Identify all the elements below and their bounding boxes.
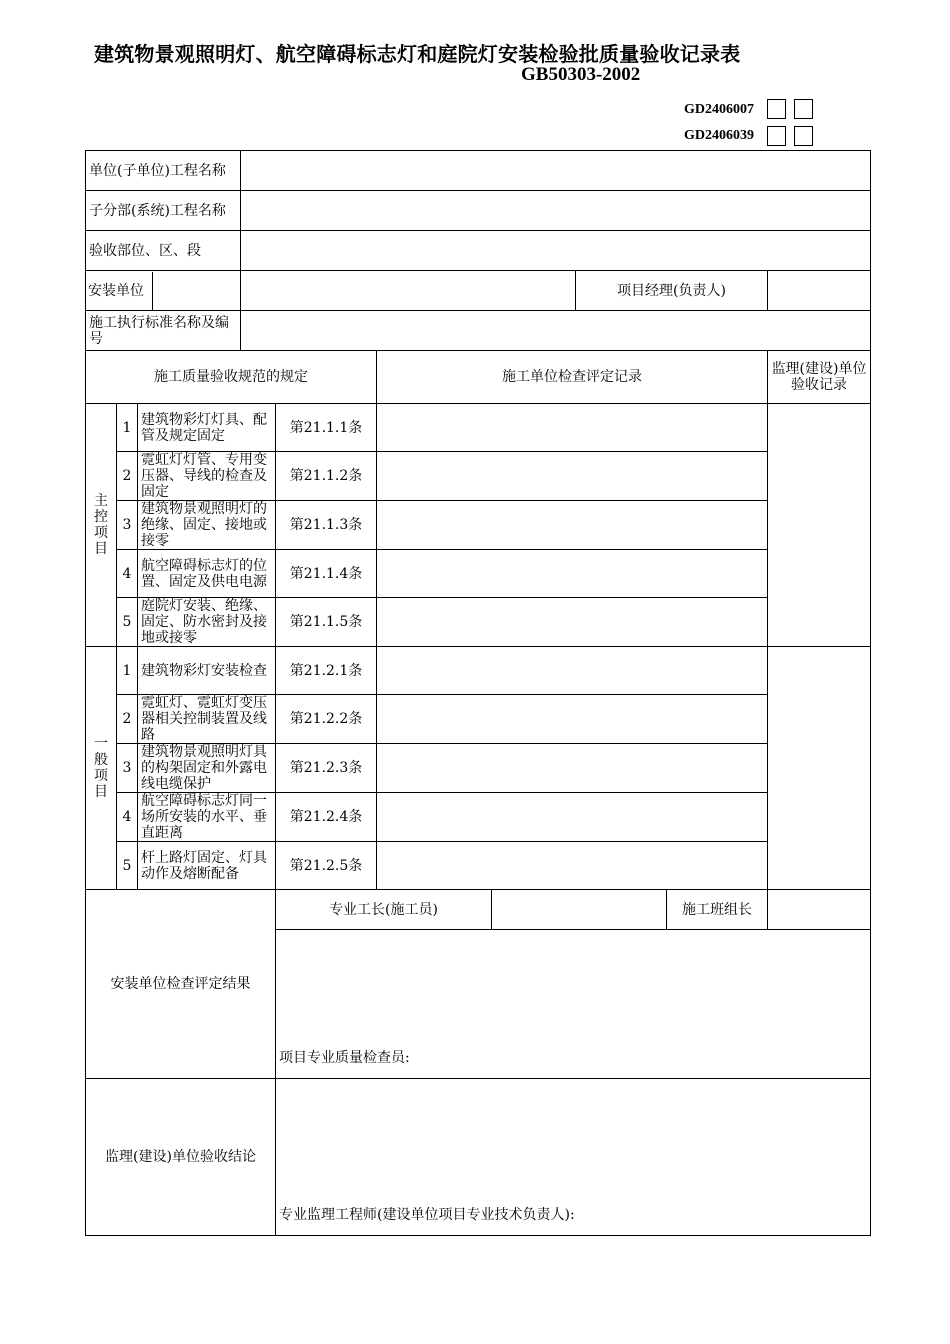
- general-item-record[interactable]: [377, 842, 768, 890]
- project-manager-field[interactable]: [768, 271, 871, 311]
- team-leader-field[interactable]: [768, 890, 871, 930]
- main-item-record[interactable]: [377, 598, 768, 647]
- construction-standard-label: 施工执行标准名称及编号: [86, 311, 241, 351]
- main-item-no: 5: [117, 598, 138, 647]
- general-item-clause: 第21.2.4条: [276, 793, 377, 842]
- form-title: 建筑物景观照明灯、航空障碍标志灯和庭院灯安装检验批质量验收记录表: [94, 42, 741, 66]
- main-items-supervision-record[interactable]: [768, 404, 871, 647]
- project-manager-label: 项目经理(负责人): [576, 271, 768, 311]
- general-item-record[interactable]: [377, 647, 768, 695]
- unit-project-name-field[interactable]: [241, 151, 871, 191]
- general-item-record[interactable]: [377, 744, 768, 793]
- supervision-column-header: 监理(建设)单位验收记录: [768, 351, 871, 404]
- general-item-clause: 第21.2.3条: [276, 744, 377, 793]
- main-item-desc: 庭院灯安装、绝缘、固定、防水密封及接地或接零: [138, 598, 276, 647]
- general-item-no: 3: [117, 744, 138, 793]
- install-unit-label: 安装单位: [88, 272, 153, 310]
- main-item-no: 3: [117, 501, 138, 550]
- main-item-clause: 第21.1.1条: [276, 404, 377, 452]
- sub-project-name-field[interactable]: [241, 191, 871, 231]
- acceptance-record-table: [85, 150, 871, 1236]
- general-item-desc: 建筑物彩灯安装检查: [138, 647, 276, 695]
- general-item-no: 1: [117, 647, 138, 695]
- main-item-no: 2: [117, 452, 138, 501]
- general-items-label: 一 般 项 目: [86, 647, 117, 890]
- main-item-desc: 航空障碍标志灯的位置、固定及供电电源: [138, 550, 276, 598]
- install-result-label: 安装单位检查评定结果: [86, 890, 276, 1079]
- install-unit-row-cell: [86, 271, 241, 311]
- acceptance-part-label: 验收部位、区、段: [86, 231, 241, 271]
- main-item-clause: 第21.1.3条: [276, 501, 377, 550]
- spec-column-header: 施工质量验收规范的规定: [86, 351, 377, 404]
- install-unit-field-start[interactable]: [153, 272, 237, 310]
- form-code-1: GD2406007: [684, 102, 754, 117]
- code-2-checkbox-a[interactable]: [767, 126, 786, 146]
- form-code-2: GD2406039: [684, 128, 754, 143]
- main-item-clause: 第21.1.4条: [276, 550, 377, 598]
- sub-project-name-label: 子分部(系统)工程名称: [86, 191, 241, 231]
- construction-standard-field[interactable]: [241, 311, 871, 351]
- main-item-desc: 建筑物景观照明灯的绝缘、固定、接地或接零: [138, 501, 276, 550]
- foreman-field[interactable]: [492, 890, 667, 930]
- standard-code: GB50303-2002: [521, 64, 641, 85]
- main-item-no: 4: [117, 550, 138, 598]
- main-item-record[interactable]: [377, 550, 768, 598]
- general-item-clause: 第21.2.2条: [276, 695, 377, 744]
- general-item-record[interactable]: [377, 793, 768, 842]
- general-items-supervision-record[interactable]: [768, 647, 871, 890]
- main-item-no: 1: [117, 404, 138, 452]
- supervision-engineer-field[interactable]: 专业监理工程师(建设单位项目专业技术负责人):: [276, 1079, 871, 1236]
- general-item-no: 4: [117, 793, 138, 842]
- quality-inspector-field[interactable]: 项目专业质量检查员:: [276, 930, 871, 1079]
- foreman-label: 专业工长(施工员): [276, 890, 492, 930]
- general-item-clause: 第21.2.1条: [276, 647, 377, 695]
- general-item-no: 5: [117, 842, 138, 890]
- main-item-desc: 建筑物彩灯灯具、配管及规定固定: [138, 404, 276, 452]
- general-item-record[interactable]: [377, 695, 768, 744]
- main-item-clause: 第21.1.5条: [276, 598, 377, 647]
- inspection-column-header: 施工单位检查评定记录: [377, 351, 768, 404]
- code-1-checkbox-a[interactable]: [767, 99, 786, 119]
- team-leader-label: 施工班组长: [667, 890, 768, 930]
- general-item-desc: 杆上路灯固定、灯具动作及熔断配备: [138, 842, 276, 890]
- general-item-clause: 第21.2.5条: [276, 842, 377, 890]
- unit-project-name-label: 单位(子单位)工程名称: [86, 151, 241, 191]
- supervision-conclusion-label: 监理(建设)单位验收结论: [86, 1079, 276, 1236]
- main-item-record[interactable]: [377, 501, 768, 550]
- main-item-desc: 霓虹灯灯管、专用变压器、导线的检查及固定: [138, 452, 276, 501]
- general-item-desc: 建筑物景观照明灯具的构架固定和外露电线电缆保护: [138, 744, 276, 793]
- general-item-desc: 霓虹灯、霓虹灯变压器相关控制装置及线路: [138, 695, 276, 744]
- general-item-no: 2: [117, 695, 138, 744]
- install-unit-field[interactable]: [241, 271, 576, 311]
- main-items-label: 主 控 项 目: [86, 404, 117, 647]
- main-item-record[interactable]: [377, 452, 768, 501]
- main-item-record[interactable]: [377, 404, 768, 452]
- general-item-desc: 航空障碍标志灯同一场所安装的水平、垂直距离: [138, 793, 276, 842]
- acceptance-part-field[interactable]: [241, 231, 871, 271]
- code-1-checkbox-b[interactable]: [794, 99, 813, 119]
- code-2-checkbox-b[interactable]: [794, 126, 813, 146]
- main-item-clause: 第21.1.2条: [276, 452, 377, 501]
